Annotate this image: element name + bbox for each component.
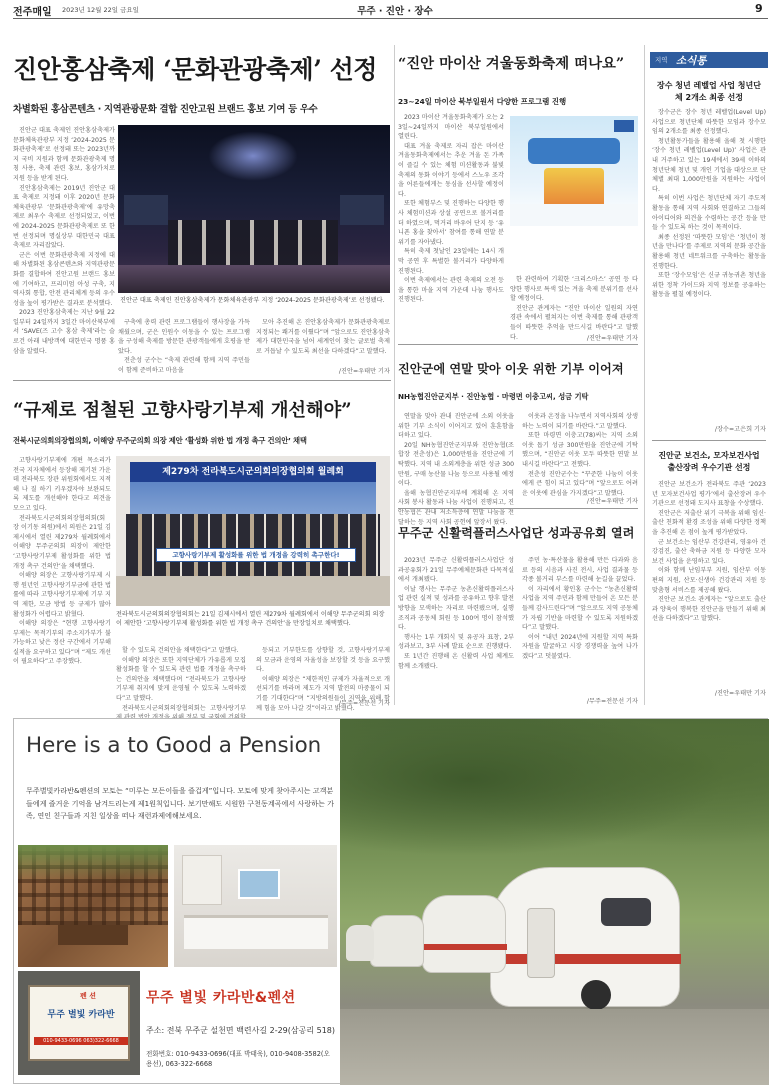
- mujuplus-headline: 무주군 신활력플러스사업단 성과공유회 열려: [398, 526, 635, 540]
- poster-title-art: [528, 138, 620, 164]
- sidebar-item-2-body: 진안군 보건소가 전라북도 주관 ‘2023년 모자보건사업 평가’에서 출산장려 우수기관으로 선정돼 도지사 표창을 수상했다. 진안군은 저출산 위기 극복을 위해 임신·출산 친화적 환경 조성을 위해 다양한 정책을 추진해 온 점이 높게 평가받았다. 군 보건소는 임산부 건강관리, 영유아 건강검진, 출산 축하금 지원 등 다양한 모자보건 사업을 운영하고 있다. 이와 함께 난임부부 지원, 임산부 이동 편의 지원, 산모·신생아 건강관리 지원 등 맞춤형 서비스를 제공해 왔다. 진안군 보건소 관계자는 “앞으로도 출산과 양육이 행복한 진안군을 만들기 위해 최선을 다하겠다”고 말했다.: [652, 481, 766, 623]
- ad-tree-canopy: [340, 719, 769, 869]
- maisan-subtitle: 23~24일 마이산 북부일원서 다양한 프로그램 진행: [398, 97, 567, 106]
- ad-intro: 무주별빛카라반&펜션의 모토는 “미루는 모든이들을 즐겁게”입니다. 모토에 맞게 찾아주시는 고객분들에게 즐거운 기억을 남겨드리는게 제1원칙입니다. 보기만해도 시원한 구천동계곡에서 사랑하는 가족, 연인 친구들과 지친 일상을 떠나 재런과제에해보세요.: [26, 786, 335, 821]
- ad-business-name: 무주 별빛 카라반&펜션: [146, 990, 296, 1006]
- deck-table: [58, 925, 128, 945]
- maisan-festival-poster: [510, 116, 638, 226]
- interior-cabinet: [182, 855, 222, 905]
- lead-photo-caption: 진안군 대표 축제인 진안홍삼축제가 문화체육관광부 지정 ‘2024-2025 문화관광축제’로 선정됐다.: [120, 297, 385, 304]
- ad-interior-photo: [174, 845, 337, 967]
- sidebar-item-1-headline: 장수 청년 레벨업 사업 청년단체 2개소 최종 선정: [657, 81, 761, 102]
- nh-byline: /진안=우태만 기자: [586, 498, 638, 505]
- caravan-stripe: [491, 954, 681, 964]
- stage-performers: [168, 220, 338, 265]
- lead-col3: 모아 추진해 온 진안홍삼축제가 문화관광축제로 지정되는 쾌거를 이뤘다”며 “앞으로도 진안홍삼축제가 대한민국을 넘어 세계인이 찾는 글로벌 축제로 거듭날 수 있도록 최선을 다하겠다”고 말했다.: [256, 319, 390, 355]
- stage-floor: [118, 265, 390, 293]
- photo-people: [126, 514, 380, 576]
- header-rule: [13, 18, 768, 19]
- nh-headline: 진안군에 연말 맞아 이웃 위한 기부 이어져: [398, 362, 624, 376]
- regulation-col2: 할 수 있도록 건의안을 채택한다”고 말했다. 이해양 의장은 또한 지역단체가 가유롭게 모집활성화를 할 수 있도록 관련 법률 개정을 촉구하는 건의안을 채택했다며 “전라북도가 고향사랑기부제 취지에 맞게 운영될 수 있도록 노력하겠다”고 말했다. 전라북도시군의회의장협의회는 고향사랑기부: [116, 647, 246, 712]
- maisan-bottom-rule: [398, 344, 638, 345]
- regulation-col1: 고향사랑기부제에 개편 목소리가 전국 지자체에서 등장해 제기된 가운데 전라북도 장관 위원회에서도 지적해 나 질 하기 키우겠자야 보완되도록 제도를 개선해야 한다고 의견을 모으고 있다. 전라북도시군의회의장협의회(회장 이기동 의원)에서 의원은 21일 김제시에서 열린 제279차 월례회에서 이해양 무주군의회 의장이 제안한 ‘고향사랑기부제 활성화를 위한 법 개정 촉구 건의안’을 채택했다. 이해양 의장은 고향사랑기부제 시행 원년인 고향사랑기부금에 관한 법률에 따라 고향사랑기부제에 기부 지역 제한, 모금 방법 등 규제가 많아 활성화가 어렵다고 밝혔다. 이해양 의장은 “현행 고향사랑기부제는 목적기부의 주소지가부가 불가능하고 낮은 정산 구간에서 기부해 실적을 요구하고 있다”며 “제도 개선이 필요하다”고 주장했다.: [13, 457, 111, 666]
- ad-caravan-photo: [340, 719, 769, 1085]
- advertisement: [13, 718, 768, 1084]
- lead-byline: /진안=우태만 기자: [338, 368, 390, 375]
- sidebar-label: 지역: [655, 56, 668, 64]
- sidebar-rule: [652, 440, 766, 441]
- divider-right: [644, 45, 645, 705]
- lead-festival-photo: [118, 125, 390, 293]
- poster-castle: [544, 168, 604, 204]
- interior-window: [238, 869, 280, 899]
- caravan-mid-stripe: [423, 944, 507, 950]
- ad-phone: 전화번호: 010-9433-0696(대표 박태욱), 010-9408-3582(오용선), 063-322-6668: [146, 1050, 330, 1068]
- sidebar-item-1-byline: /장수=고은희 기자: [714, 426, 766, 433]
- ad-deck-photo: [18, 845, 168, 967]
- page-header: [0, 0, 777, 18]
- sidebar-item-2-headline: 진안군 보건소, 모자보건사업 출산장려 우수기관 선정: [658, 451, 760, 472]
- ad-gravel-ground: [340, 1009, 769, 1085]
- sign-board: [28, 985, 130, 1061]
- sign-label: 펜 션: [80, 992, 96, 1000]
- lead-col2: 구축에 총력 관련 프로그램들이 행사장을 가득 채웠으며, 군은 인원수 이동을 수 있는 프로그램을 구성해 축제를 방문한 관광객들에게 호평을 받았다. 전춘성 군수는 “축제 관련해 함께 지역 주민들이 함께 준비하고 마음을: [118, 319, 250, 374]
- ad-address: 주소: 전북 무주군 설천면 백련사길 2-29(삼공리 518): [146, 1026, 335, 1035]
- sign-name: 무주 별빛 카라반: [47, 1010, 115, 1020]
- header-section: 무주 · 진안 · 장수: [357, 6, 433, 17]
- ad-sign-photo: [18, 971, 140, 1075]
- maisan-headline: “진안 마이산 겨울동화축제 떠나요”: [398, 55, 625, 72]
- photo-banner: 제279차 전라북도시군의회의장협의회 월례회: [130, 462, 376, 482]
- nh-bottom-rule: [398, 508, 638, 509]
- nh-subtitle: NH농협진안군지부 · 진안농협 · 마령면 이충고씨, 성금 기탁: [398, 392, 589, 401]
- ad-caravan-far: [346, 925, 374, 961]
- header-date: 2023년 12월 22일 금요일: [62, 6, 139, 14]
- sidebar-item-1-body: 장수군은 장수 청년 레벨업(Level Up) 사업으로 청년단체 따뜻한 모임과 장수모임의 2개소를 최종 선정했다. 청년활동가들을 활용해 올해 첫 시행한 ‘장수 청년 레벨업(Level Up)’ 사업은 관내 거주하고 있는 19세에서 39세 이하의 청년단체 청년 및 개인 기업을 대상으로 단체별 최대 1,000만원을 지원하는 사업이다. 특히 이번 사업은 청년단체 자기 주도적 활동을 통해 지역 사회와 연결하고 그들의 아이디어와 의견을 수렴하는 공간 등을 만들 수 있도록 하는 것이 목적이다. 최종 선정된 ‘따뜻한 모임’은 ‘청년이 청년을 만나다’를 주제로 지역의 문화 공간을 활용해 청년 네트워크를 구축하는 활동을 진행한다. 또한 ‘장수모임’은 신규 귀농귀촌 청년을 위한 정착 가이드와 지역 정보를 공유하는 활동을 펼칠 예정이다.: [652, 109, 766, 299]
- ad-slogan: Here is a to Good a Pension: [26, 733, 322, 758]
- newspaper-logo: 전주매일: [13, 7, 52, 18]
- sign-phone: 010-9433-0696 063)322-6668: [34, 1037, 128, 1045]
- lead-col1: 진안군 대표 축제인 진안홍삼축제가 문화체육관광부 지정 ‘2024-2025 문화관광축제’로 선정돼 또는 2023년까지 국비 지원과 함께 문화관광축제 명칭 사용, 축제 관련 홍보, 홍삼가치로 지원 등을 받게 된다. 진안홍삼축제는 2019년 진안군 대표 축제로 지정돼 이후 2020년 문화체육관광부 ‘문화관광축제’에 유망축제로 최우수 축제로 선정되었고, 이번에 2024-2025 문화관광축제로 또 한번 선정되며 명실상부 대한민국 대표축제로 자리잡았다. 군은 이번 문화관광축제 지정에 대해 차별화된 홍삼콘텐츠와 지역관광문화를 결합하여 진안고원 브랜드 홍보에 기여하고, 프리미엄 아성 구축, 지역사회 통합, 안전 관리체계 등의 우수성을 높이 평가받은 결과로 분석했다. 2023 진안홍삼축제는 지난 9월 22일부터 24일까지 3일간 마이산북부에서 ‘SAVE(즈 고수 홍삼 축제’라는 슬로건 아래 내방객에 대한민국 명품 홍삼을 알렸다.: [13, 127, 115, 355]
- caravan-window: [601, 898, 651, 926]
- sidebar-item-2-byline: /진안=우태만 기자: [714, 690, 766, 697]
- ad-caravan-mid: [422, 895, 506, 973]
- regulation-group-photo: [116, 456, 390, 606]
- ad-caravan-small: [370, 915, 424, 967]
- photo-sign: 고향사랑기부제 활성화를 위한 법 개정을 강력히 촉구한다!: [156, 548, 356, 562]
- regulation-byline: /무주=전문선 기자: [338, 700, 390, 707]
- stage-screen-left: [124, 195, 168, 225]
- photo-floor: [116, 576, 390, 606]
- mujuplus-col1: 2023년 무주군 신활력플러스사업단 성과공유회가 21일 무주예체문화관 다목적실에서 개최됐다. 이날 행사는 무주군 농촌신활력플러스사업 관련 실적 및 성과를 공유하고 향후 발전 방향을 모색하는 자리로 마련됐으며, 실행 조직과 공동체 회원 등 100여 명이 참석했다. 행사는 1부 개회식 및 유공자 표창, 2부 성과보고, 3부 사례 발표 순으로 진행됐다. 또 1년간 진행해 온 신활력 사업 체계도 함께 소개됐다.: [398, 557, 514, 670]
- regulation-subtitle: 전북시군의회의장협의회, 이해양 무주군의회 의장 제안 ‘활성화 위한 법 개정 촉구 건의안’ 채택: [13, 436, 307, 445]
- mujuplus-byline: /무주=전문선 기자: [586, 698, 638, 705]
- caravan-door: [527, 908, 555, 978]
- caravan-wheel: [581, 980, 611, 1010]
- maisan-col1: 2023 마이산 겨울동화축제가 오는 23일~24일까지 마이산 북부일원에서 열린다. 대표 겨울 축제로 자리 잡은 마이산 겨울동화축제에서는 추운 겨울 돈 가족이 즐길 수 있는 체험 미션활동과 불빛축제의 동화 이야기 등에서 스노우 조각을 어른들에게는 동심을 선사할 예정이다. 또한 체험부스 및 진행하는 다양한 행사 체험미션과 상설 공연으로 볼거리를 더 하였으며, 먹거리 바우어 단지 등 ‘유니폰 홍을 찾아서’ 참여를 통해 연말 분위기를 자아냈다. 특히 축제 첫날인 23일에는 14시 개막 공연 후 특별한 볼거리가 다양하게 진행된다. 이번 축제에서는 관련 축제의 오전 등을 통한 마을 지역 가운데 나눔 행사도 진행된다.: [398, 114, 504, 304]
- poster-snow-ground: [510, 204, 638, 226]
- regulation-col3: 등되고 기부한도를 상향할 것, 고향사랑기부제의 모금과 운영의 자율성을 보장할 것 등을 요구했다. 이해양 의장은 “제한적인 규제가 자율적으로 개선되기를 바라며 제도가 지역 발전의 마중물이 되기를 기대한다”며 “지방의원들이 지역을 위해 함께 힘을 모아 나갈 것”이라고 밝혔다.: [256, 647, 390, 712]
- maisan-col2: 한 관련하여 기획한 ‘크리스마스’ 공연 등 다양한 행사로 특색 있는 겨울 축제 분위기를 선사할 예정이다. 진안군 관계자는 “진안 마이산 일원의 자연 경관 속에서 펼쳐지는 이번 축제를 통해 관광객들이 따뜻한 추억을 만드시길 바란다”고 말했다.: [510, 276, 638, 341]
- sidebar-title: 소식통: [676, 55, 707, 67]
- stage-lights: [208, 131, 298, 181]
- deck-greenery: [18, 845, 168, 881]
- poster-date-badge: [614, 120, 634, 132]
- interior-bed: [184, 915, 328, 949]
- ad-caravan-large: [490, 867, 680, 1007]
- page-number: 9: [755, 2, 763, 15]
- nh-col1: 연말을 맞아 관내 진안군에 소외 이웃을 위한 기부 소식이 이어지고 있어 훈훈함을 더하고 있다. 20일 NH농협진안군지부와 진안농협(조합장 전춘성)은 1,000만원을 진안군에 기탁했다. 지역 내 소외계층을 위한 성금 300만원, 구매 농산물 나눔 등으로 사용될 예정이다. 올해 농협진안군지부에 계획해 온 지역 사회 봉사 활동과 나눔 사업이 진행되고, 진안농협은 관내 저소득층에 연말 나눔을 전달하는 등 지역 사회 공헌에 앞장서 왔다.: [398, 413, 514, 526]
- sidebar-header: [650, 52, 768, 68]
- regulation-headline: “규제로 점철된 고향사랑기부제 개선해야”: [13, 400, 352, 421]
- stage-screen-right: [340, 195, 384, 225]
- regulation-photo-caption: 전라북도시군의회의장협의회는 21일 김제시에서 열린 제279차 월례회에서 이해양 무주군의회 의장이 제안한 ‘고향사랑기부제 활성화를 위한 법 개정 촉구 건의안’을 만장일치로 채택했다.: [116, 611, 385, 627]
- maisan-byline: /진안=우태만 기자: [586, 335, 638, 342]
- nh-col2: 이웃과 온정을 나누면서 지역사회의 상생하는 노력이 되기를 바란다.”고 말했다. 또한 마령면 이충고(78)씨는 지역 소외이웃 돕기 성금 300만원을 진안군에 기탁했으며, “진안군 이웃 모두 따뜻한 연말 보내시길 바란다”고 전했다. 전춘성 진안군수는 “꾸준한 나눔이 이웃에게 큰 힘이 되고 있다”며 “앞으로도 어려운 이웃에 관심을 가지겠다”고 말했다.: [522, 413, 638, 497]
- lead-headline: 진안홍삼축제 ‘문화관광축제’ 선정: [13, 55, 377, 84]
- mujuplus-col2: 주민 농·특산물을 활용해 만든 다과와 음료 등의 시음과 사진 전시, 사업 결과물 등 각종 볼거리 부스를 마련해 눈길을 끌었다. 이 자리에서 황인홍 군수는 “농촌신활력 사업을 지역 주민과 함께 만들어 온 모든 분들께 감사드린다”며 “앞으로도 지역 공동체가 자립 기반을 마련할 수 있도록 지원하겠다”고 말했다. 이어 “내년 2024년에 지원할 지역 특화 자원을 발굴하고 시장 경쟁력을 높여 나가겠다”고 덧붙였다.: [522, 557, 638, 660]
- lead-bottom-rule: [13, 380, 391, 381]
- lead-subtitle: 차별화된 홍삼콘텐츠 · 지역관광문화 결합 진안고원 브랜드 홍보 기여 등 우수: [13, 104, 318, 115]
- divider-left: [394, 45, 395, 705]
